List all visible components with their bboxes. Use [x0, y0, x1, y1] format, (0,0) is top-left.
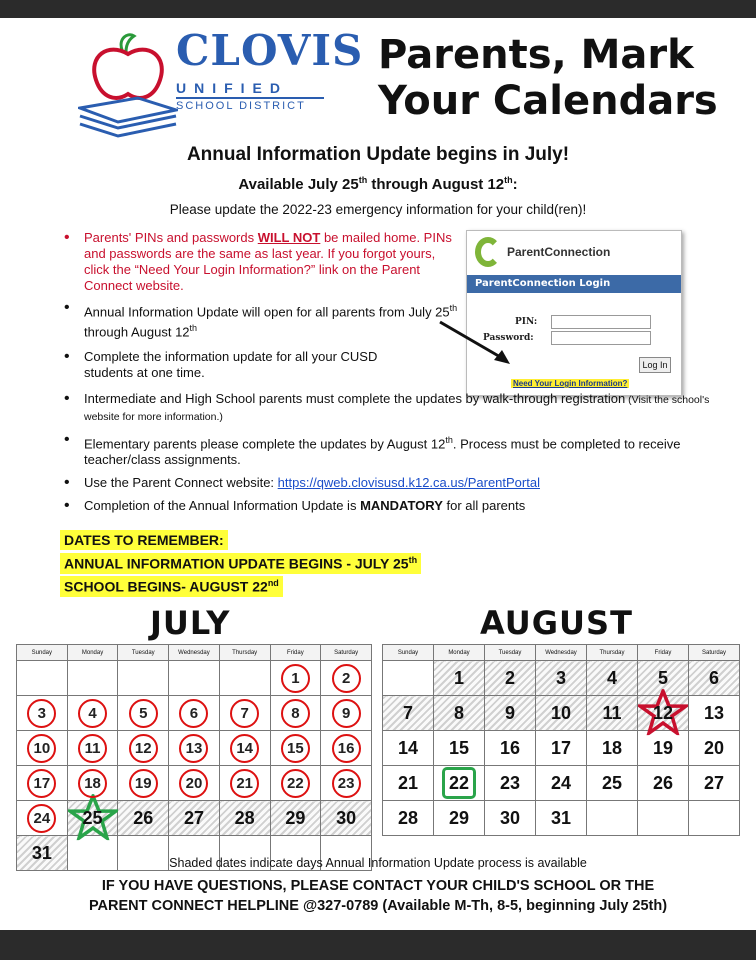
july-day-number: 5	[129, 699, 158, 728]
august-day-cell	[383, 801, 434, 836]
b7-post: for all parents	[442, 498, 526, 514]
july-day-number: 9	[332, 699, 361, 728]
august-day-number: 20	[703, 737, 725, 758]
title-line-1: Parents, Mark	[378, 32, 694, 78]
log-in-button[interactable]: Log In	[639, 357, 671, 373]
july-day-number: 23	[332, 769, 361, 798]
b2-mid: through August 12	[84, 324, 190, 340]
july-day-cell	[17, 696, 68, 731]
b5-pre: Elementary parents please complete the updates by August 12	[84, 436, 446, 452]
august-day-number: 21	[397, 772, 419, 793]
august-week-row	[383, 731, 740, 766]
august-day-cell	[587, 731, 638, 766]
july-weekday-header: Thursday	[219, 645, 270, 661]
july-day-number: 30	[336, 807, 357, 828]
august-day-number: 4	[606, 667, 617, 688]
need-login-info-link[interactable]: Need Your Login Information?	[513, 379, 628, 388]
apple-books-icon	[78, 30, 178, 140]
august-day-cell	[434, 696, 485, 731]
august-day-number: 15	[448, 737, 470, 758]
july-day-cell	[118, 661, 169, 696]
july-day-number: 6	[179, 699, 208, 728]
avail-mid: through August 12	[367, 176, 505, 193]
july-day-number: 21	[230, 769, 259, 798]
arrow-icon	[436, 318, 516, 368]
july-weekday-header: Friday	[270, 645, 321, 661]
title-line-2: Your Calendars	[378, 78, 718, 124]
july-day-cell	[219, 801, 270, 836]
august-day-number: 12	[652, 702, 674, 723]
august-weekday-header: Saturday	[689, 645, 740, 661]
july-weekday-header: Wednesday	[169, 645, 220, 661]
july-day-cell	[321, 696, 372, 731]
august-day-cell	[485, 801, 536, 836]
avail-sup1: th	[358, 175, 368, 185]
dates-heading: DATES TO REMEMBER:	[60, 530, 228, 550]
july-day-cell	[321, 801, 372, 836]
availability-line	[0, 175, 756, 193]
july-day-cell	[270, 766, 321, 801]
august-day-cell	[587, 696, 638, 731]
july-day-number: 24	[27, 804, 56, 833]
july-day-cell	[118, 696, 169, 731]
july-day-cell	[67, 801, 118, 836]
august-day-cell	[536, 661, 587, 696]
bullet-elementary	[58, 432, 738, 468]
logo-unified: UNIFIED	[176, 80, 324, 99]
parent-connection-brand: ParentConnection	[507, 245, 611, 259]
august-day-number: 9	[504, 702, 515, 723]
august-week-row	[383, 696, 740, 731]
august-day-cell	[689, 696, 740, 731]
avail-pre: Available July 25	[238, 176, 359, 193]
july-day-number: 7	[230, 699, 259, 728]
july-day-number: 15	[281, 734, 310, 763]
august-week-row	[383, 766, 740, 801]
july-day-number: 20	[179, 769, 208, 798]
august-day-cell	[536, 801, 587, 836]
august-day-cell	[638, 696, 689, 731]
b1-post: be mailed home. PINs and passwords are the same as last year. If you forgot yours, click the “Need Your Login Information?” link on the Parent Connect website.	[84, 230, 452, 293]
august-day-number: 3	[555, 667, 566, 688]
b2-sup2: th	[189, 323, 198, 334]
july-day-number: 8	[281, 699, 310, 728]
august-day-cell	[383, 696, 434, 731]
august-day-number: 31	[550, 807, 572, 828]
august-weekday-header: Sunday	[383, 645, 434, 661]
shaded-note: Shaded dates indicate days Annual Information Update process is available	[169, 856, 587, 870]
august-day-cell	[689, 661, 740, 696]
july-weekday-header: Saturday	[321, 645, 372, 661]
july-day-number: 14	[230, 734, 259, 763]
august-day-cell	[587, 766, 638, 801]
july-day-cell	[118, 766, 169, 801]
july-day-cell	[118, 801, 169, 836]
july-day-cell	[321, 766, 372, 801]
july-day-cell	[17, 801, 68, 836]
august-day-number: 1	[453, 667, 464, 688]
august-day-number: 19	[652, 737, 674, 758]
august-title: AUGUST	[480, 604, 633, 642]
b1-pre: Parents' PINs and passwords	[84, 230, 258, 245]
footer-line-1: IF YOU HAVE QUESTIONS, PLEASE CONTACT YOUR CHILD'S SCHOOL OR THE	[101, 878, 655, 894]
login-header-bar: ParentConnection Login	[467, 275, 681, 293]
august-day-number: 13	[703, 702, 725, 723]
july-day-number: 22	[281, 769, 310, 798]
july-day-number: 19	[129, 769, 158, 798]
b5-post: . Process must be completed to receive teacher/class assignments.	[84, 436, 681, 468]
logo-school-district: SCHOOL DISTRICT	[176, 100, 306, 112]
b7-em: MANDATORY	[360, 498, 443, 514]
august-day-number: 28	[397, 807, 419, 828]
august-calendar	[382, 644, 740, 836]
august-day-cell	[434, 801, 485, 836]
july-day-cell	[67, 731, 118, 766]
july-week-row	[17, 661, 372, 696]
july-day-cell	[270, 661, 321, 696]
july-day-cell	[321, 731, 372, 766]
july-day-cell	[67, 696, 118, 731]
bullet-open-dates	[58, 300, 458, 341]
august-day-cell	[383, 731, 434, 766]
july-day-number: 18	[78, 769, 107, 798]
august-weekday-header: Friday	[638, 645, 689, 661]
bullet-list-top	[58, 230, 458, 381]
page-title	[378, 32, 738, 124]
avail-sup2: th	[504, 175, 513, 185]
august-day-cell	[434, 731, 485, 766]
parent-connection-logo-icon	[475, 237, 501, 267]
july-weekday-header: Sunday	[17, 645, 68, 661]
august-day-number: 29	[448, 807, 470, 828]
august-day-cell	[638, 801, 689, 836]
july-day-number: 17	[27, 769, 56, 798]
july-day-cell	[219, 661, 270, 696]
july-day-cell	[169, 801, 220, 836]
july-weekday-header: Monday	[67, 645, 118, 661]
august-day-cell	[434, 661, 485, 696]
b4-small: (Visit the school's website for more information.)	[84, 394, 710, 423]
avail-post: :	[512, 176, 518, 193]
july-day-cell	[169, 766, 220, 801]
logo-clovis: CLOVIS	[176, 26, 364, 75]
august-weekday-header: Wednesday	[536, 645, 587, 661]
july-day-number: 31	[31, 842, 52, 863]
b2-sup1: th	[449, 303, 458, 313]
contact-footer	[0, 876, 756, 916]
july-day-number: 1	[281, 664, 310, 693]
july-day-cell	[169, 696, 220, 731]
bullet-pins	[58, 230, 458, 294]
july-day-number: 2	[332, 664, 361, 693]
b6-pre: Use the Parent Connect website:	[84, 475, 278, 491]
august-day-cell	[485, 731, 536, 766]
bottom-bar	[0, 930, 756, 960]
b1-em: WILL NOT	[257, 230, 321, 245]
august-day-cell	[638, 731, 689, 766]
july-day-number: 28	[234, 807, 255, 828]
july-day-cell	[219, 696, 270, 731]
august-day-number: 14	[397, 737, 419, 758]
august-day-number: 2	[504, 667, 515, 688]
august-day-cell	[638, 766, 689, 801]
parent-connection-login-box	[466, 230, 682, 396]
july-day-number: 16	[332, 734, 361, 763]
august-weekday-header: Tuesday	[485, 645, 536, 661]
august-day-number: 5	[657, 667, 668, 688]
august-day-number: 7	[402, 702, 413, 723]
august-day-number: 24	[550, 772, 572, 793]
august-day-number: 6	[708, 667, 719, 688]
august-day-cell	[587, 801, 638, 836]
july-day-cell	[67, 661, 118, 696]
august-day-number: 8	[453, 702, 464, 723]
july-day-number: 27	[183, 807, 204, 828]
july-day-number: 12	[129, 734, 158, 763]
d1-sup: th	[408, 555, 418, 565]
august-weekday-header: Thursday	[587, 645, 638, 661]
july-day-number: 10	[27, 734, 56, 763]
august-day-number: 17	[550, 737, 572, 758]
july-weekday-header: Tuesday	[118, 645, 169, 661]
august-day-number: 16	[499, 737, 521, 758]
july-day-cell	[270, 696, 321, 731]
august-day-number: 25	[601, 772, 623, 793]
august-day-cell	[485, 766, 536, 801]
b4-main: Intermediate and High School parents must complete the updates by walk-through registration	[84, 391, 626, 406]
july-day-cell	[118, 731, 169, 766]
parent-portal-link[interactable]: https://qweb.clovisusd.k12.ca.us/ParentPortal	[277, 475, 540, 491]
august-day-number: 23	[499, 772, 521, 793]
august-day-cell	[689, 801, 740, 836]
flyer	[0, 18, 756, 930]
august-day-number: 10	[550, 702, 572, 723]
july-day-number: 29	[285, 807, 306, 828]
footer-line-2: PARENT CONNECT HELPLINE @327-0789 (Available M-Th, 8-5, beginning July 25th)	[88, 898, 668, 914]
b2-pre: Annual Information Update will open for all parents from July 25	[84, 304, 450, 320]
july-calendar	[16, 644, 372, 871]
b5-sup: th	[445, 435, 453, 445]
july-day-cell	[219, 766, 270, 801]
august-day-cell	[485, 696, 536, 731]
august-day-cell	[485, 661, 536, 696]
d2-text: SCHOOL BEGINS- AUGUST 22	[64, 578, 268, 595]
bullet-all-students: • Complete the information update for all your CUSD students at one time.	[58, 349, 424, 381]
july-day-number: 4	[78, 699, 107, 728]
august-day-cell	[383, 766, 434, 801]
august-weekday-header: Monday	[434, 645, 485, 661]
july-week-row	[17, 801, 372, 836]
august-day-number: 11	[602, 702, 622, 723]
bullet-mandatory	[58, 498, 738, 514]
pin-label: PIN:	[515, 317, 538, 327]
july-day-number: 25	[82, 807, 103, 828]
august-day-cell	[536, 766, 587, 801]
august-day-cell	[536, 696, 587, 731]
b7-pre: Completion of the Annual Information Update is	[84, 498, 361, 514]
august-day-cell	[536, 731, 587, 766]
july-day-cell	[17, 731, 68, 766]
august-day-cell	[587, 661, 638, 696]
bullet-intermediate-high	[58, 391, 738, 425]
august-week-row	[383, 801, 740, 836]
d2-sup: nd	[267, 578, 279, 588]
subtitle: Annual Information Update begins in July!	[186, 144, 570, 165]
instruction-line: Please update the 2022-23 emergency information for your child(ren)!	[169, 202, 587, 217]
password-input[interactable]	[551, 331, 651, 345]
august-day-cell	[689, 766, 740, 801]
august-day-cell	[689, 731, 740, 766]
july-day-cell	[270, 801, 321, 836]
july-day-cell	[169, 661, 220, 696]
july-week-row	[17, 731, 372, 766]
july-week-row	[17, 696, 372, 731]
d1-text: ANNUAL INFORMATION UPDATE BEGINS - JULY 25	[64, 555, 409, 572]
august-day-number: 18	[601, 737, 623, 758]
july-title: JULY	[150, 604, 231, 642]
july-day-cell	[219, 731, 270, 766]
bullet-list-bottom	[58, 391, 738, 514]
august-day-number: 30	[499, 807, 521, 828]
july-day-cell	[321, 661, 372, 696]
august-day-cell	[383, 661, 434, 696]
pin-input[interactable]	[551, 315, 651, 329]
august-day-cell	[434, 766, 485, 801]
july-day-number: 26	[133, 807, 154, 828]
july-day-cell	[17, 661, 68, 696]
july-day-cell	[17, 766, 68, 801]
august-day-number: 27	[703, 772, 725, 793]
august-day-number: 26	[652, 772, 674, 793]
july-day-number: 11	[78, 734, 107, 763]
date-school-begins	[60, 576, 283, 597]
bullet-website	[58, 475, 738, 491]
august-day-number: 22	[442, 767, 476, 799]
july-day-cell	[270, 731, 321, 766]
july-day-cell	[169, 731, 220, 766]
date-update-begins	[60, 553, 421, 574]
password-label: Password:	[483, 333, 534, 343]
july-day-number: 3	[27, 699, 56, 728]
july-day-number: 13	[179, 734, 208, 763]
